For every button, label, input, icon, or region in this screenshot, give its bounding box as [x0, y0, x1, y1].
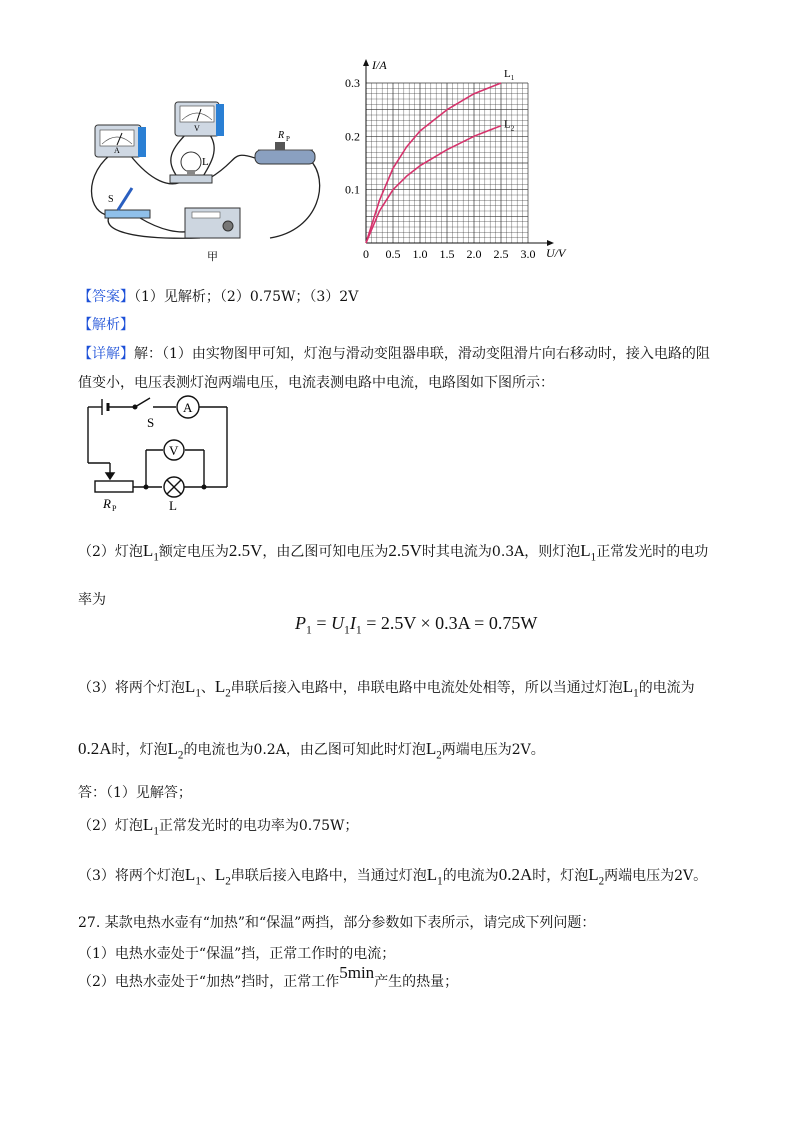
- figure-caption: 甲: [207, 251, 218, 263]
- circuit-rheostat-label: R: [103, 496, 111, 511]
- rheostat-label: R: [278, 130, 285, 141]
- x-tick-label: 1.5: [439, 247, 455, 261]
- part3-line2: 0.2A时，灯泡$L_2$的电流也为0.2A，由乙图可知此时灯泡$L_2$两端电压为2V。: [78, 739, 545, 762]
- part2-line1: （2）灯泡$L_1$额定电压为2.5V，由乙图可知电压为2.5V时其电流为0.3A，则灯泡$L_1$正常发光时的电功: [78, 541, 709, 564]
- question27-line2: （1）电热水壶处于“保温”挡，正常工作时的电流；: [78, 946, 396, 962]
- circuit-ammeter-label: A: [183, 400, 193, 415]
- circuit-lamp-label: L: [169, 498, 177, 513]
- y-axis-arrow: [363, 59, 369, 66]
- y-tick-label: 0.1: [345, 182, 360, 197]
- x-tick-label: 2.0: [466, 247, 482, 261]
- ammeter-label: A: [114, 146, 120, 155]
- power-supply: [185, 208, 240, 238]
- circuit-rheostat-sub: P: [112, 504, 117, 513]
- switch: [105, 188, 150, 218]
- lamp: [170, 152, 212, 183]
- iu-chart: [330, 55, 590, 270]
- conclusion-line2: （2）灯泡$L_1$正常发光时的电功率为0.75W；: [78, 815, 359, 838]
- circuit-voltmeter-label: V: [169, 443, 179, 458]
- ammeter: [95, 125, 146, 157]
- analysis-tag: 【解析】: [78, 317, 134, 333]
- y-tick-label: 0.3: [345, 76, 360, 90]
- rheostat: [255, 130, 315, 164]
- x-tick-label: 2.5: [493, 247, 509, 261]
- detail-line1: 解：（1）由实物图甲可知，灯泡与滑动变阻器串联，滑动变阻滑片向右移动时，接入电路的阻: [134, 346, 710, 362]
- series-label-l1: $L_1$: [504, 68, 515, 82]
- voltage-value: 2.5V: [228, 541, 263, 560]
- voltage-value: 2.5V: [388, 541, 422, 560]
- conclusion-line3: （3）将两个灯泡$L_1$、$L_2$串联后接入电路中，当通过灯泡$L_1$的电流为0.2A时，灯泡$L_2$两端电压为2V。: [78, 865, 708, 888]
- lamp-l1: $L_1$: [580, 541, 597, 564]
- x-tick-label: 0.5: [385, 247, 401, 261]
- lamp-l1: $L_1$: [142, 541, 159, 564]
- voltmeter-label: V: [194, 124, 200, 133]
- chart-series: [366, 68, 515, 243]
- x-axis-label: U/V: [546, 246, 566, 260]
- question27-line3: （2）电热水壶处于“加热”挡时，正常工作5min产生的热量；: [78, 963, 459, 990]
- switch-label: S: [108, 194, 114, 205]
- power-formula: $P_1 = U_1I_1 = 2.5V \times 0.3A = 0.75W$: [295, 613, 538, 637]
- detail-tag: 【详解】: [78, 346, 134, 362]
- y-tick-label: 0.2: [345, 129, 360, 144]
- physical-circuit-figure: [70, 80, 350, 265]
- part3-line1: （3）将两个灯泡$L_1$、$L_2$串联后接入电路中，串联电路中电流处处相等，所以当通过灯泡$L_1$的电流为: [78, 677, 695, 700]
- rheostat-sub: P: [286, 135, 290, 143]
- circuit-diagram: [78, 395, 248, 515]
- x-tick-label: 0: [363, 247, 369, 261]
- x-tick-label: 1.0: [412, 247, 428, 261]
- y-axis-label: I/A: [372, 58, 387, 72]
- part2-line2: 率为: [78, 592, 106, 608]
- answer-tag: 【答案】: [78, 289, 134, 305]
- answer-text: （1）见解析；（2）0.75W；（3）2V: [134, 289, 359, 305]
- lamp-label: L: [202, 156, 209, 168]
- detail-line2: 值变小，电压表测灯泡两端电压，电流表测电路中电流，电路图如下图所示：: [78, 375, 554, 391]
- x-tick-label: 3.0: [520, 247, 536, 261]
- question27-line1: 27. 某款电热水壶有“加热”和“保温”两挡，部分参数如下表所示，请完成下列问题：: [78, 915, 596, 931]
- chart-grid: [366, 83, 528, 243]
- circuit-switch-label: S: [147, 415, 155, 430]
- series-label-l2: $L_2$: [504, 118, 515, 133]
- conclusion-line1: 答：（1）见解答；: [78, 785, 192, 801]
- voltmeter: [175, 102, 224, 136]
